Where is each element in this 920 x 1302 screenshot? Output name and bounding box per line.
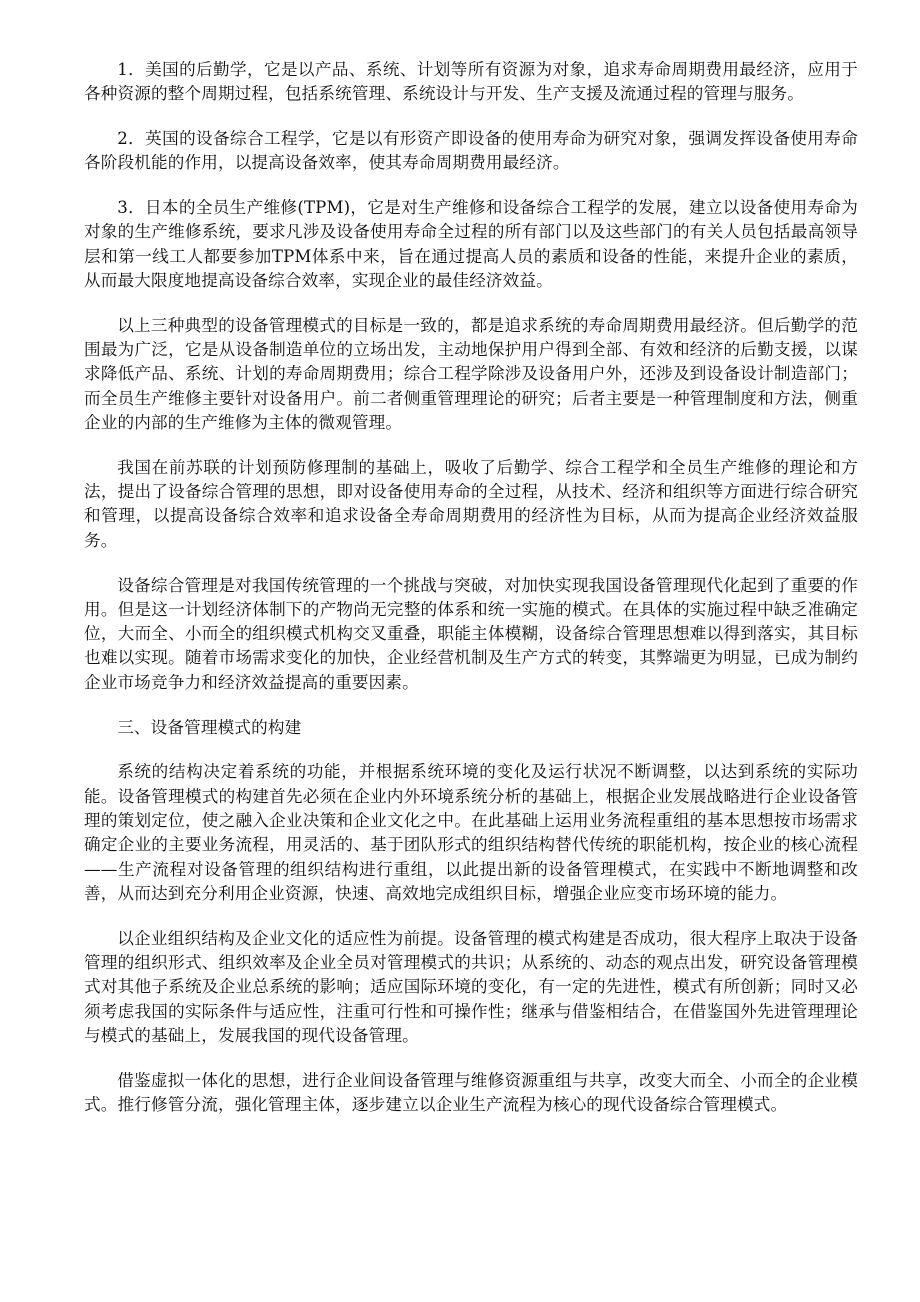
section-heading: 三、设备管理模式的构建 — [117, 717, 302, 737]
paragraph-japan-tpm: 3．日本的全员生产维修(TPM)，它是对生产维修和设备综合工程学的发展，建立以设备使用寿命为对象的生产维修系统，要求凡涉及设备使用寿命全过程的所有部门以及这些部门的有关人员包括最高领导层和第一线工人都要参加TPM体系中来，旨在通过提高人员的素质和设备的性能，来提升企业的素质，从而最大限度地提高设备综合效率，实现企业的最佳经济效益。 — [84, 198, 858, 291]
paragraph-uk-terotechnology: 2．英国的设备综合工程学，它是以有形资产即设备的使用寿命为研究对象，强调发挥设备使用寿命各阶段机能的作用，以提高设备效率，使其寿命周期费用最经济。 — [84, 129, 858, 173]
paragraph-us-logistics: 1．美国的后勤学，它是以产品、系统、计划等所有资源为对象，追求寿命周期费用最经济，应用于各种资源的整个周期过程，包括系统管理、系统设计与开发、生产支援及流通过程的管理与服务。 — [84, 60, 858, 104]
paragraph-virtual-integration: 借鉴虚拟一体化的思想，进行企业间设备管理与维修资源重组与共享，改变大而全、小而全的企业模式。推行修管分流，强化管理主体，逐步建立以企业生产流程为核心的现代设备综合管理模式。 — [84, 1070, 858, 1114]
paragraph-system-structure: 系统的结构决定着系统的功能，并根据系统环境的变化及运行状况不断调整，以达到系统的实际功能。设备管理模式的构建首先必须在企业内外环境系统分析的基础上，根据企业发展战略进行企业设备管理的策划定位，使之融入企业决策和企业文化之中。在此基础上运用业务流程重组的基本思想按市场需求确定企业的主要业务流程，用灵活的、基于团队形式的组织结构替代传统的职能机构，按企业的核心流程——生产流程对设备管理的组织结构进行重组，以此提出新的设备管理模式，在实践中不断地调整和改善，从而达到充分利用企业资源，快速、高效地完成组织目标，增强企业应变市场环境的能力。 — [84, 762, 858, 903]
paragraph-comparison: 以上三种典型的设备管理模式的目标是一致的，都是追求系统的寿命周期费用最经济。但后勤学的范围最为广泛，它是从设备制造单位的立场出发，主动地保护用户得到全部、有效和经济的后勤支援，以谋求降低产品、系统、计划的寿命周期费用；综合工程学除涉及设备用户外，还涉及到设备设计制造部门；而全员生产维修主要针对设备用户。前二者侧重管理理论的研究；后者主要是一种管理制度和方法，侧重企业的内部的生产维修为主体的微观管理。 — [84, 315, 858, 433]
paragraph-challenge: 设备综合管理是对我国传统管理的一个挑战与突破，对加快实现我国设备管理现代化起到了重要的作用。但是这一计划经济体制下的产物尚无完整的体系和统一实施的模式。在具体的实施过程中缺乏准确定位，大而全、小而全的组织模式机构交叉重叠，职能主体模糊，设备综合管理思想难以得到落实，其目标也难以实现。随着市场需求变化的加快，企业经营机制及生产方式的转变，其弊端更为明显，已成为制约企业市场竞争力和经济效益提高的重要因素。 — [84, 575, 858, 692]
paragraph-adaptability: 以企业组织结构及企业文化的适应性为前提。设备管理的模式构建是否成功，很大程序上取决于设备管理的组织形式、组织效率及企业全员对管理模式的共识；从系统的、动态的观点出发，研究设备管理模式对其他子系统及企业总系统的影响；适应国际环境的变化，有一定的先进性，模式有所创新；同时又必须考虑我国的实际条件与适应性，注重可行性和可操作性；继承与借鉴相结合，在借鉴国外先进管理理论与模式的基础上，发展我国的现代设备管理。 — [84, 928, 858, 1045]
document-page — [84, 58, 858, 1138]
paragraph-china-approach: 我国在前苏联的计划预防修理制的基础上，吸收了后勤学、综合工程学和全员生产维修的理论和方法，提出了设备综合管理的思想，即对设备使用寿命的全过程，从技术、经济和组织等方面进行综合研究和管理，以提高设备综合效率和追求设备全寿命周期费用的经济性为目标，从而为提高企业经济效益服务。 — [84, 457, 858, 550]
